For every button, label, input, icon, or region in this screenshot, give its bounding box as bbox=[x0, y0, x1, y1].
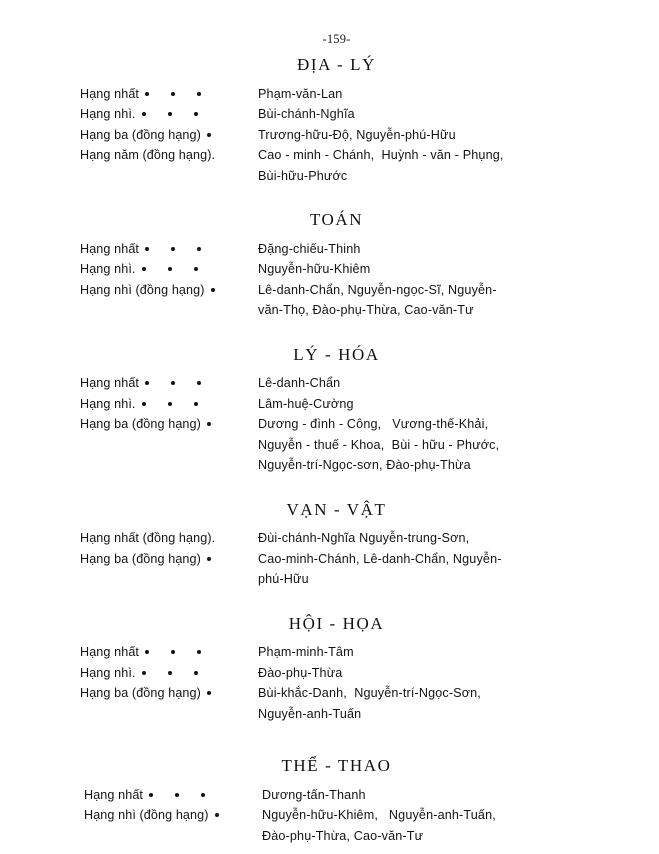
leader-dot bbox=[142, 267, 146, 271]
leader-dot bbox=[145, 92, 149, 96]
name-line: Cao - minh - Chánh, Huỳnh - văn - Phụng, bbox=[258, 148, 504, 163]
page-number: -159- bbox=[322, 32, 351, 46]
leader-dot bbox=[168, 402, 172, 406]
name-line: Lâm-huệ-Cường bbox=[258, 396, 354, 411]
leader-dot bbox=[194, 402, 198, 406]
name-list bbox=[258, 683, 659, 724]
leader-dot bbox=[175, 793, 179, 797]
leader-dot bbox=[197, 381, 201, 385]
rank-label bbox=[80, 84, 258, 105]
name-line: Lê-danh-Chẩn bbox=[258, 376, 341, 391]
section-heading: ĐỊA - LÝ bbox=[297, 55, 376, 74]
name-line: phú-Hữu bbox=[258, 572, 309, 587]
name-list bbox=[262, 785, 659, 806]
leader-dot bbox=[145, 381, 149, 385]
name-list bbox=[258, 280, 659, 321]
subject-section bbox=[0, 55, 659, 186]
name-list bbox=[258, 373, 659, 394]
name-list bbox=[258, 549, 659, 590]
leader-dots bbox=[207, 125, 211, 146]
rank-label bbox=[80, 373, 258, 394]
rank-entry bbox=[80, 642, 659, 663]
rank-entry bbox=[80, 125, 659, 146]
rank-label bbox=[80, 280, 258, 301]
leader-dots bbox=[149, 785, 205, 806]
rank-label-text: Hạng ba (đồng hạng) bbox=[80, 551, 201, 566]
name-line: Lê-danh-Chẩn, Nguyễn-ngọc-Sĩ, Nguyễn- bbox=[258, 282, 497, 297]
rank-label-text: Hạng nhất bbox=[80, 86, 140, 101]
rank-label bbox=[80, 683, 258, 704]
rank-label bbox=[80, 145, 258, 166]
rank-list bbox=[0, 373, 659, 476]
section-spacer bbox=[0, 323, 659, 345]
leader-dot bbox=[194, 267, 198, 271]
rank-entry bbox=[84, 805, 659, 846]
rank-label-text: Hạng nhất (đồng hạng). bbox=[80, 531, 216, 546]
name-line: Nguyễn - thuế - Khoa, Bùi - hữu - Phước, bbox=[258, 437, 500, 452]
section-heading: TOÁN bbox=[309, 210, 364, 230]
page-content bbox=[0, 55, 659, 848]
name-line: văn-Thọ, Đào-phụ-Thừa, Cao-văn-Tư bbox=[258, 303, 474, 318]
name-line: Nguyễn-anh-Tuấn bbox=[258, 706, 362, 721]
rank-list bbox=[0, 785, 659, 847]
leader-dot bbox=[145, 247, 149, 251]
subject-section bbox=[0, 756, 659, 846]
subject-section bbox=[0, 345, 659, 476]
rank-entry bbox=[80, 683, 659, 724]
rank-entry bbox=[84, 785, 659, 806]
name-line: Bùi-khắc-Danh, Nguyễn-trí-Ngọc-Sơn, bbox=[258, 686, 481, 701]
rank-label bbox=[80, 642, 258, 663]
rank-list bbox=[0, 642, 659, 724]
rank-label bbox=[80, 414, 258, 435]
leader-dot bbox=[168, 671, 172, 675]
leader-dot bbox=[197, 247, 201, 251]
name-line: Dương - đình - Công, Vương-thế-Khải, bbox=[258, 417, 489, 432]
name-line: Phạm-văn-Lan bbox=[258, 86, 343, 101]
rank-label bbox=[80, 125, 258, 146]
leader-dot bbox=[142, 112, 146, 116]
name-line: Đào-phụ-Thừa, Cao-văn-Tư bbox=[262, 828, 424, 843]
leader-dots bbox=[211, 280, 215, 301]
name-list bbox=[258, 642, 659, 663]
name-list bbox=[258, 394, 659, 415]
leader-dots bbox=[142, 394, 198, 415]
leader-dots bbox=[142, 104, 198, 125]
leader-dots bbox=[215, 805, 219, 826]
rank-label bbox=[80, 528, 258, 549]
name-list bbox=[258, 239, 659, 260]
leader-dot bbox=[142, 671, 146, 675]
rank-entry bbox=[80, 280, 659, 321]
rank-label-text: Hạng nhì. bbox=[80, 396, 136, 411]
rank-entry bbox=[80, 394, 659, 415]
rank-entry bbox=[80, 373, 659, 394]
name-list bbox=[258, 663, 659, 684]
leader-dot bbox=[194, 112, 198, 116]
rank-label-text: Hạng nhất bbox=[84, 787, 144, 802]
leader-dots bbox=[142, 259, 198, 280]
rank-label-text: Hạng nhì (đồng hạng) bbox=[84, 808, 209, 823]
rank-label-text: Hạng nhất bbox=[80, 241, 140, 256]
rank-label bbox=[80, 394, 258, 415]
rank-label-text: Hạng nhất bbox=[80, 376, 140, 391]
rank-label-text: Hạng nhì. bbox=[80, 262, 136, 277]
leader-dot bbox=[171, 247, 175, 251]
leader-dots bbox=[145, 239, 201, 260]
rank-entry bbox=[80, 84, 659, 105]
leader-dot bbox=[171, 92, 175, 96]
name-list bbox=[258, 528, 659, 549]
name-line: Nguyễn-trí-Ngọc-sơn, Đào-phụ-Thừa bbox=[258, 458, 471, 473]
rank-entry bbox=[80, 259, 659, 280]
name-line: Bùi-chánh-Nghĩa bbox=[258, 107, 355, 122]
name-list bbox=[258, 104, 659, 125]
leader-dot bbox=[197, 650, 201, 654]
rank-label-text: Hạng nhì. bbox=[80, 107, 136, 122]
name-line: Đùi-chánh-Nghĩa Nguyễn-trung-Sơn, bbox=[258, 531, 470, 546]
name-list bbox=[258, 145, 659, 186]
section-spacer bbox=[0, 478, 659, 500]
rank-entry bbox=[80, 239, 659, 260]
name-list bbox=[262, 805, 659, 846]
leader-dot bbox=[171, 381, 175, 385]
rank-label-text: Hạng nhì (đồng hạng) bbox=[80, 282, 205, 297]
name-line: Đào-phụ-Thừa bbox=[258, 665, 343, 680]
leader-dots bbox=[207, 549, 211, 570]
section-heading: THỂ - THAO bbox=[281, 756, 392, 776]
rank-label-text: Hạng ba (đồng hạng) bbox=[80, 127, 201, 142]
subject-section bbox=[0, 210, 659, 321]
rank-label-text: Hạng năm (đồng hạng). bbox=[80, 148, 216, 163]
name-line: Bùi-hữu-Phước bbox=[258, 168, 348, 183]
leader-dot bbox=[201, 793, 205, 797]
leader-dot bbox=[207, 691, 211, 695]
leader-dot bbox=[142, 402, 146, 406]
leader-dot bbox=[168, 112, 172, 116]
leader-dots bbox=[145, 373, 201, 394]
leader-dot bbox=[207, 422, 211, 426]
rank-label bbox=[84, 805, 262, 826]
leader-dots bbox=[142, 663, 198, 684]
rank-label-text: Hạng ba (đồng hạng) bbox=[80, 686, 201, 701]
subject-section bbox=[0, 500, 659, 590]
rank-list bbox=[0, 84, 659, 187]
section-spacer bbox=[0, 592, 659, 614]
name-line: Đặng-chiếu-Thinh bbox=[258, 241, 361, 256]
name-list bbox=[258, 125, 659, 146]
section-spacer bbox=[0, 726, 659, 756]
leader-dot bbox=[149, 793, 153, 797]
rank-label bbox=[80, 239, 258, 260]
section-heading: VẠN - VẬT bbox=[286, 499, 387, 519]
rank-label bbox=[80, 663, 258, 684]
leader-dot bbox=[207, 133, 211, 137]
rank-label-text: Hạng ba (đồng hạng) bbox=[80, 417, 201, 432]
rank-entry bbox=[80, 549, 659, 590]
rank-label-text: Hạng nhì. bbox=[80, 665, 136, 680]
leader-dot bbox=[197, 92, 201, 96]
leader-dot bbox=[215, 813, 219, 817]
leader-dot bbox=[211, 288, 215, 292]
rank-entry bbox=[80, 145, 659, 186]
name-line: Trương-hữu-Độ, Nguyễn-phú-Hữu bbox=[258, 127, 456, 142]
rank-list bbox=[0, 239, 659, 321]
name-line: Cao-minh-Chánh, Lê-danh-Chẩn, Nguyễn- bbox=[258, 551, 502, 566]
rank-entry bbox=[80, 663, 659, 684]
rank-label bbox=[80, 259, 258, 280]
rank-list bbox=[0, 528, 659, 590]
leader-dot bbox=[194, 671, 198, 675]
leader-dots bbox=[207, 414, 211, 435]
rank-entry bbox=[80, 414, 659, 476]
name-line: Phạm-minh-Tâm bbox=[258, 645, 354, 660]
rank-entry bbox=[80, 104, 659, 125]
name-line: Dương-tấn-Thanh bbox=[262, 787, 366, 802]
rank-entry bbox=[80, 528, 659, 549]
leader-dots bbox=[145, 642, 201, 663]
leader-dot bbox=[145, 650, 149, 654]
rank-label bbox=[84, 785, 262, 806]
rank-label bbox=[80, 549, 258, 570]
name-line: Nguyễn-hữu-Khiêm, Nguyễn-anh-Tuấn, bbox=[262, 808, 496, 823]
section-spacer bbox=[0, 188, 659, 210]
name-list bbox=[258, 259, 659, 280]
name-list bbox=[258, 414, 659, 476]
rank-label-text: Hạng nhất bbox=[80, 645, 140, 660]
name-line: Nguyễn-hữu-Khiêm bbox=[258, 262, 371, 277]
leader-dots bbox=[207, 683, 211, 704]
leader-dot bbox=[171, 650, 175, 654]
section-heading: HỘI - HỌA bbox=[288, 613, 385, 633]
leader-dots bbox=[145, 84, 201, 105]
leader-dot bbox=[168, 267, 172, 271]
leader-dot bbox=[207, 557, 211, 561]
subject-section bbox=[0, 614, 659, 725]
rank-label bbox=[80, 104, 258, 125]
name-list bbox=[258, 84, 659, 105]
section-heading: LÝ - HÓA bbox=[293, 344, 380, 364]
